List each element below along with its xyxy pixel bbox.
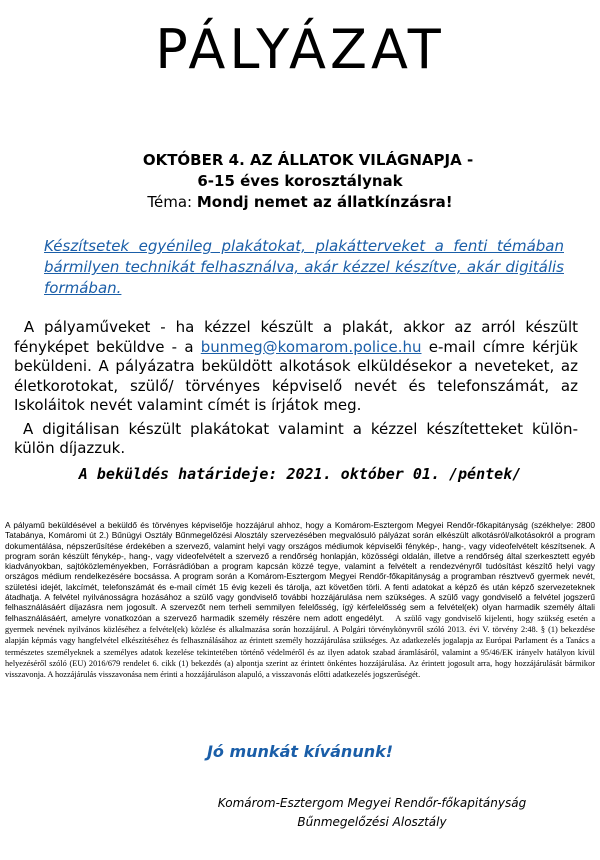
instructions-paragraph bbox=[14, 318, 578, 416]
awards-text: A digitálisan készült plakátokat valamint a kézzel készítetteket külön-külön díjazzuk. bbox=[14, 419, 578, 457]
theme-line bbox=[0, 192, 600, 213]
event-date-line: OKTÓBER 4. AZ ÁLLATOK VILÁGNAPJA - bbox=[142, 151, 474, 169]
signature-block bbox=[162, 794, 582, 832]
theme-value: Mondj nemet az állatkínzásra! bbox=[196, 193, 453, 211]
legal-text: A szülő vagy gondviselő kijelenti, hogy szükség esetén a gyermek nevének nyilvános közléséhez a felvétel(ek) közlése és alkalmazása során hozzájárul. A Polgári törvénykönyvről szóló 2013. évi V. törvény 2:48. § (1) bekezdése alapján képmás vagy hangfelvétel elkészítéséhez és felhasználásához az érintett személy hozzájárulása szükséges. Az adatkezelés jogalapja az Európai Parlament és a Tanács a természetes személyeknek a személyes adatok kezelése tekintetében történő védelméről és az ilyen adatok szabad áramlásáról, valamint a 95/46/EK irányelv hatályon kívül helyezéséről szóló (EU) 2016/679 rendelet 6. cikk (1) bekezdés (a) alpontja szerint az érintett önkéntes hozzájárulása. Az érintett jogosult arra, hogy hozzájárulását bármikor visszavonja. A hozzájárulás visszavonása nem érinti a hozzájáruláson alapuló, a visszavonás előtti adatkezelés jogszerűségét. bbox=[5, 613, 596, 680]
fine-print bbox=[5, 520, 595, 680]
page-title: PÁLYÁZAT bbox=[155, 18, 445, 81]
deadline-line: A beküldés határideje: 2021. október 01. /péntek/ bbox=[78, 465, 522, 483]
email-link[interactable]: bunmeg@komarom.police.hu bbox=[200, 337, 422, 356]
signature-department: Bűnmegelőzési Alosztály bbox=[297, 815, 447, 829]
instructions-text-end: e-mail címre kérjük beküldeni. A pályázatra beküldött alkotások elküldésekor a neveteket, az életkorotokat, szülő/ törvényes képviselő nevét és telefonszámát, az Iskoláitok nevét valamint címét is írjátok meg. bbox=[14, 337, 578, 414]
closing-wish: Jó munkát kívánunk! bbox=[206, 742, 394, 761]
instructions-text-start: A pályaműveket - ha kézzel készült a plakát, akkor az arról készült fényképet beküldve - a bbox=[14, 318, 578, 356]
consent-text: A pályamű beküldésével a beküldő és törvényes képviselője hozzájárul ahhoz, hogy a Komárom-Esztergom Megyei Rendőr-főkapitányság (székhelye: 2800 Tatabánya, Komáromi út 2.) Bűnügyi Osztály Bűnmegelőzési Alosztály szervezésében megvalósuló pályázat során elkészült alkotásról/alkotásokról a program dokumentálása, népszerűsítése érdekében a szervező, valamint helyi vagy országos médiumok képviselői fénykép-, hang-, vagy videofelvételt készítsenek. A program során készült fénykép-, hang-, vagy videofelvételt a szervező a rendőrség honlapján, közösségi oldalán, illetve a rendőrség által szerkesztett egyéb kiadványokban, sajtóközleményekben, Forrásrádióban a program kapcsán közzé tegye, valamint a felvételt a rendezvényről tudósítást készítő helyi vagy országos médium rendelkezésére bocsássa. A program során a Komárom-Esztergom Megyei Rendőr-főkapitányság a programban résztvevő gyermek nevét, születési idejét, lakcímét, telefonszámát és e-mail címét 15 évig kezeli és tárolja, azt követően törli. A fenti adatokat a képző és után képző szervezeteknek átadhatja. A felvétel nyilvánosságra hozásához a szülő vagy gondviselő további hozzájárulása nem szükséges. A szülő vagy gondviselő a felvétel jogszerű felhasználásáért díjazásra nem jogosult. A szervezőt nem terheli semmilyen felelősség, ígý kérfelelősség sem a felvétel(ek) olyan harmadik személy általi felhasználásáért, amelyre vonatkozóan a szervező harmadik személy részére nem adott engedélyt. bbox=[5, 520, 595, 623]
age-group-line: 6-15 éves korosztálynak bbox=[197, 172, 403, 190]
awards-paragraph bbox=[14, 420, 578, 459]
signature-organization: Komárom-Esztergom Megyei Rendőr-főkapitányság bbox=[217, 796, 527, 810]
theme-label: Téma: bbox=[147, 193, 193, 211]
intro-paragraph: Készítsetek egyénileg plakátokat, plakátterveket a fenti témában bármilyen technikát felhasználva, akár kézzel készítve, akár digitális formában. bbox=[44, 237, 564, 297]
event-header bbox=[0, 150, 600, 213]
submission-instructions bbox=[14, 318, 578, 459]
